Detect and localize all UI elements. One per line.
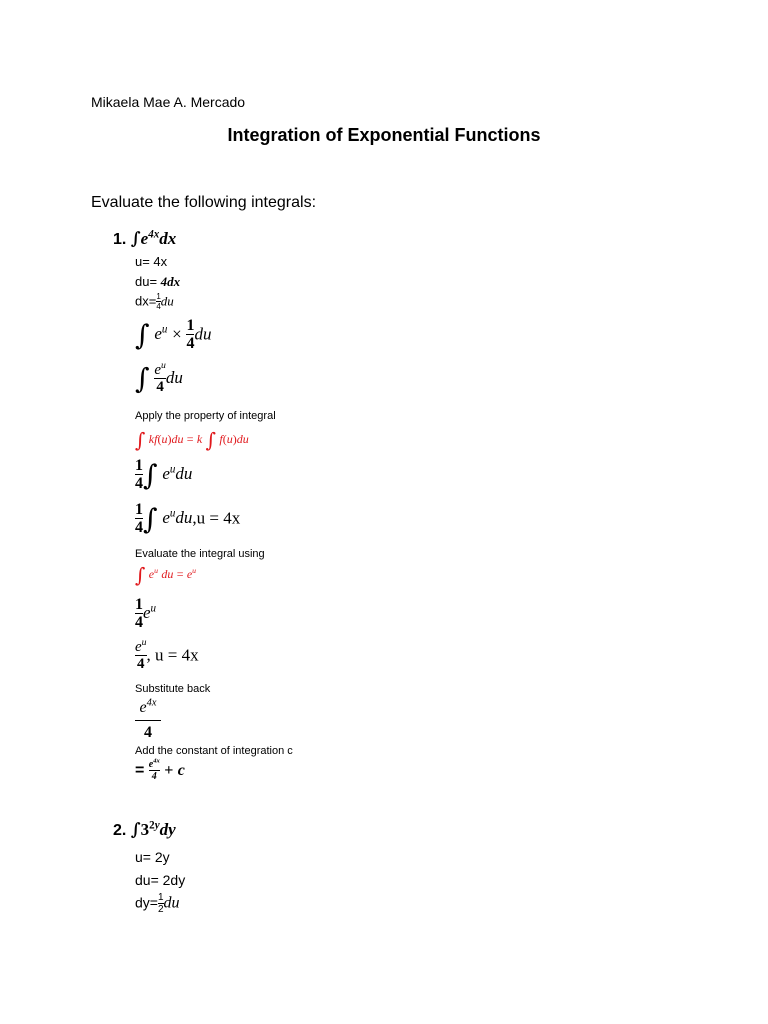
problem-2-u-line: u= 2y (135, 849, 170, 865)
problem-2-dy-line: dy= $\frac{1}{2}$ du (135, 892, 180, 915)
problem-1-step-constant-out-with-u: $\frac{1}{4}$ ∫ $e^udu,u = 4x$ (135, 501, 241, 536)
property-formula: ∫ kf(u)du = k ∫ f(u)du (135, 428, 249, 452)
problem-1-heading (113, 229, 176, 249)
instruction-text: Evaluate the following integrals: (91, 194, 317, 211)
problem-2-heading (113, 820, 176, 840)
problem-1-step-result: $\frac{1}{4}$ $e^u$ (135, 596, 157, 631)
problem-1-step-result-with-u: $\frac{e^u}{4}$ , u = 4x (135, 637, 199, 672)
problem-2-du-line: du= 2dy (135, 872, 186, 888)
problem-1-dx-line: dx= $\frac{1}{4}$ du (135, 292, 174, 311)
problem-1-final-answer: = $\frac{e^{4x}}{4}$ + c (135, 757, 185, 782)
note-substitute-back: Substitute back (135, 683, 211, 695)
author-name: Mikaela Mae A. Mercado (91, 94, 246, 110)
problem-1-integral: $\int e^{4x}dx$ (130, 228, 177, 249)
problem-1-u-line: u= 4x (135, 254, 168, 269)
problem-2-number: 2. (113, 822, 127, 839)
problem-1-du-line: du= 4dx (135, 274, 181, 289)
problem-1-step-constant-out: $\frac{1}{4}$ ∫ $e^udu$ (135, 457, 193, 492)
problem-1-number: 1. (113, 231, 127, 248)
note-evaluate-integral: Evaluate the integral using (135, 548, 265, 560)
note-apply-property: Apply the property of integral (135, 410, 276, 422)
note-add-constant: Add the constant of integration c (135, 745, 293, 757)
problem-1-step-integral-product: ∫ $e^u$ × $\frac{1}{4}$ du (135, 317, 212, 352)
exp-integral-formula: ∫ $e^u$ du = $e^u$ (135, 563, 197, 587)
page-title: Integration of Exponential Functions (227, 125, 541, 145)
problem-2-integral: $\int 3^{2y}dy$ (130, 819, 176, 840)
problem-1-step-substituted: $\frac{e^{4x}}{4}$ (135, 700, 161, 741)
problem-1-step-integral-fraction: ∫ $\frac{e^u}{4}$ du (135, 359, 183, 395)
